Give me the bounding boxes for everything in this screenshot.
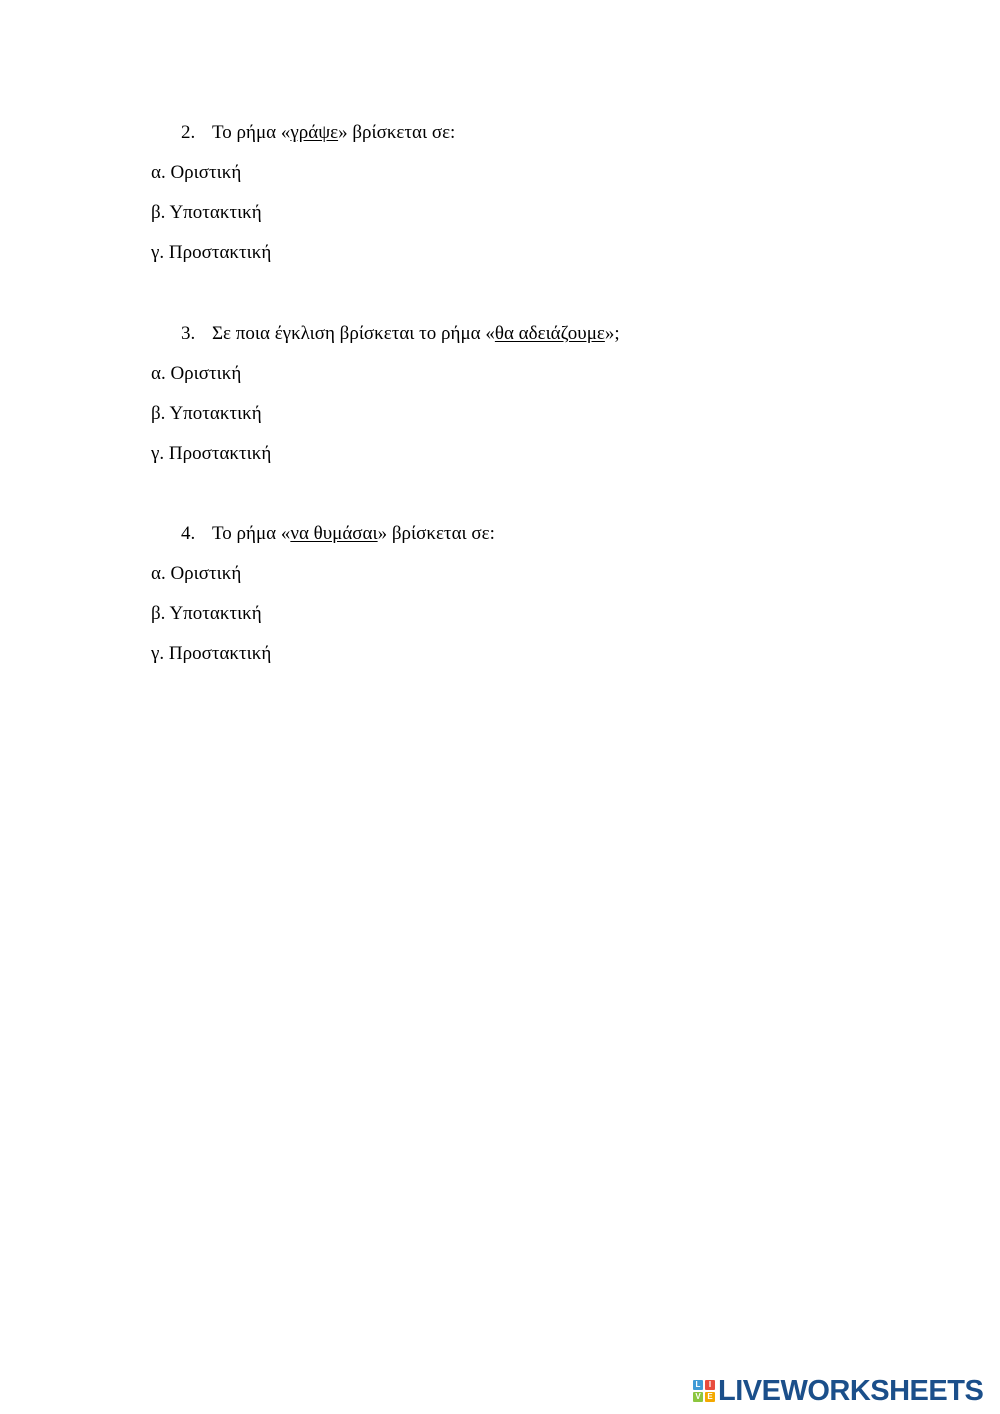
logo-mark-icon (693, 1380, 715, 1402)
question-suffix: » βρίσκεται σε: (338, 122, 456, 143)
logo-text: LIVEWORKSHEETS (718, 1375, 984, 1407)
answer-option[interactable]: γ. Προστακτική (151, 443, 272, 464)
question-verb: να θυμάσαι (290, 523, 378, 544)
question-number: 2. (181, 122, 196, 143)
question-3 (181, 322, 620, 346)
question-number: 3. (181, 323, 196, 344)
question-number: 4. (181, 523, 196, 544)
question-prefix: Το ρήμα « (212, 523, 291, 544)
logo-letter: E (705, 1392, 715, 1402)
logo-letter: V (693, 1392, 703, 1402)
question-prefix: Το ρήμα « (212, 122, 291, 143)
question-prefix: Σε ποια έγκλιση βρίσκεται το ρήμα « (212, 323, 495, 344)
liveworksheets-logo (693, 1376, 983, 1406)
question-4 (181, 522, 495, 546)
question-verb: θα αδειάζουμε (494, 323, 605, 344)
answer-option[interactable]: α. Οριστική (151, 363, 242, 384)
answer-option[interactable]: β. Υποτακτική (151, 603, 262, 624)
answer-option[interactable]: β. Υποτακτική (151, 403, 262, 424)
logo-letter: L (693, 1380, 703, 1390)
answer-option[interactable]: γ. Προστακτική (151, 242, 272, 263)
question-suffix: » βρίσκεται σε: (377, 523, 495, 544)
answer-option[interactable]: α. Οριστική (151, 563, 242, 584)
question-suffix: »; (604, 323, 620, 344)
question-verb: γράψε (290, 122, 339, 143)
question-2 (181, 121, 455, 145)
answer-option[interactable]: α. Οριστική (151, 162, 242, 183)
logo-letter: I (705, 1380, 715, 1390)
answer-option[interactable]: β. Υποτακτική (151, 202, 262, 223)
answer-option[interactable]: γ. Προστακτική (151, 643, 272, 664)
